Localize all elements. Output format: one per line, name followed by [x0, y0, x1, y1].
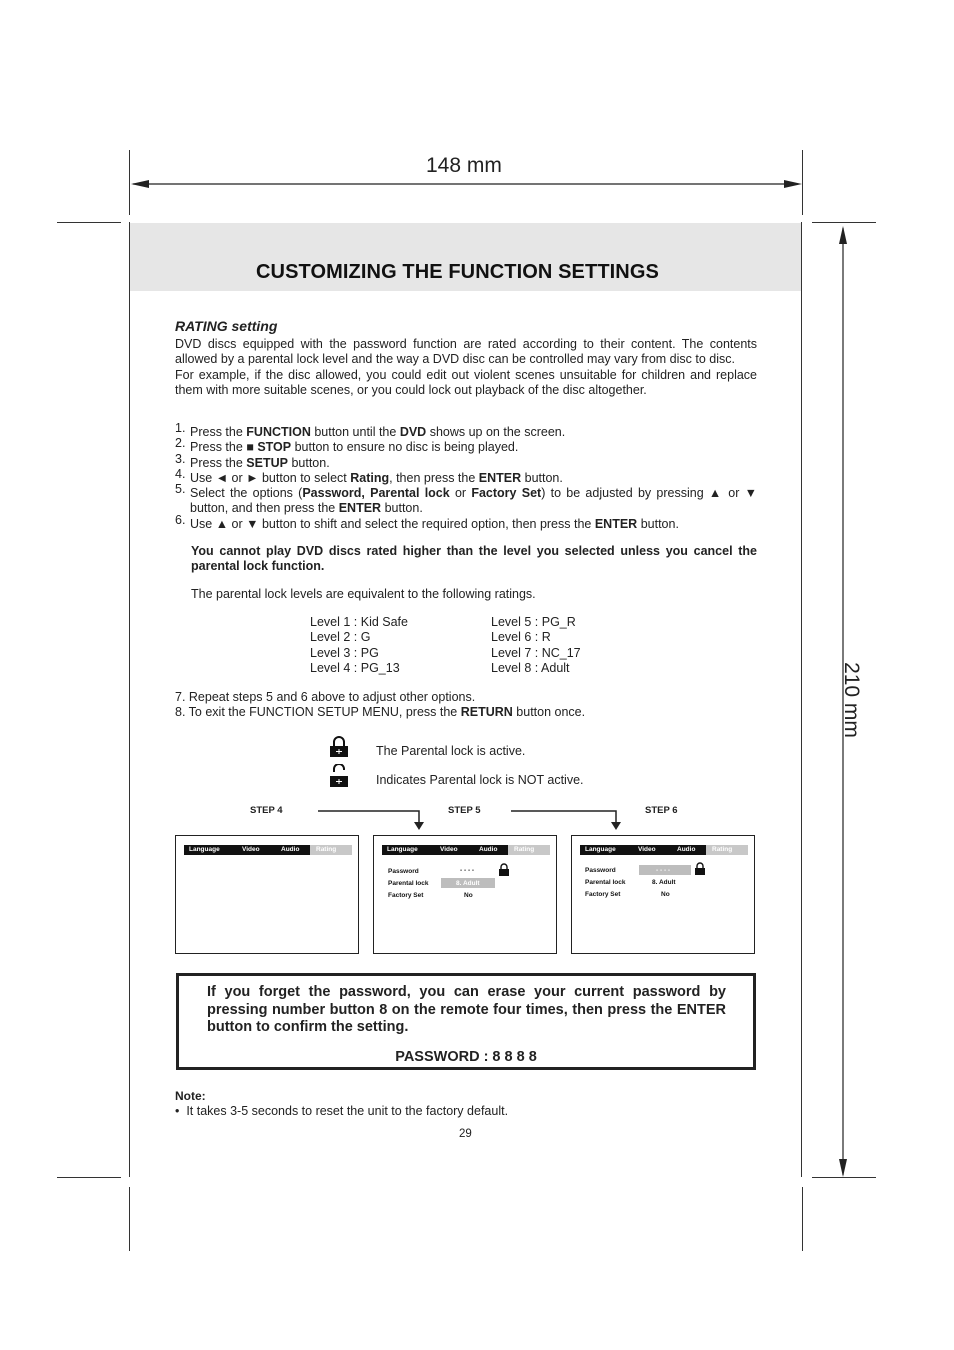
step-text: button until the [310, 425, 400, 439]
step-keyword: FUNCTION [246, 425, 311, 439]
step-8 [175, 705, 585, 720]
tab-language: Language [387, 846, 418, 853]
step-text: button. [521, 470, 563, 485]
factory-set-value: No [661, 891, 670, 898]
step-6-label: STEP 6 [645, 805, 678, 816]
password-reset-notice [176, 973, 756, 1070]
tab-rating: Rating [310, 845, 352, 855]
step-keyword: Password, Parental lock [302, 486, 450, 501]
step-text: button. [381, 501, 423, 516]
step-7: 7. Repeat steps 5 and 6 above to adjust other options. [175, 690, 476, 704]
step-keyword: Factory Set [471, 486, 542, 501]
step-4-screen [175, 835, 359, 954]
step-text: button. [637, 516, 679, 531]
level-item: Level 4 : PG_13 [310, 660, 400, 675]
crop-mark [812, 222, 876, 223]
equivalence-text: The parental lock levels are equivalent to the following ratings. [191, 587, 536, 601]
step-number: 4. [175, 466, 186, 481]
tab-language: Language [189, 846, 220, 853]
step-6-screen [571, 835, 755, 954]
tab-audio: Audio [479, 846, 498, 853]
parental-lock-value: 8. Adult [456, 880, 480, 887]
intro-paragraph: For example, if the disc allowed, you could edit out violent scenes unsuitable for children and replace them with more suitable scenes, or you could lock out playback of the disc altogether. [175, 367, 757, 397]
step-item [175, 482, 758, 517]
step-text: or [449, 486, 472, 501]
page-number: 29 [459, 1128, 472, 1140]
step-item [175, 512, 757, 532]
step-text: , then press the [389, 470, 479, 485]
tab-language: Language [585, 846, 616, 853]
step-text: Press the [190, 425, 247, 439]
step-number: 2. [175, 436, 186, 451]
option-factory-set: Factory Set [585, 891, 621, 898]
lock-active-text: The Parental lock is active. [376, 744, 526, 758]
step-8-text: 8. To exit the FUNCTION SETUP MENU, press the [175, 705, 461, 720]
intro-paragraph: DVD discs equipped with the password function are rated according to their content. The contents allowed by a parental lock level and the way a DVD disc can be controlled may vary from disc to disc. [175, 337, 757, 367]
page-title: CUSTOMIZING THE FUNCTION SETTINGS [256, 261, 659, 283]
menu-bar [184, 845, 352, 855]
step-number: 3. [175, 451, 186, 466]
level-item: Level 8 : Adult [491, 660, 570, 675]
warning-text: You cannot play DVD discs rated higher than the level you selected unless you cancel the parental lock function. [191, 544, 757, 574]
parental-lock-value: 8. Adult [652, 879, 676, 886]
step-keyword: ENTER [594, 516, 638, 531]
level-item: Level 6 : R [491, 630, 551, 645]
step-8-key: RETURN [460, 705, 513, 720]
crop-mark [802, 1187, 803, 1251]
step-number: 6. [175, 512, 186, 527]
factory-set-value: No [464, 892, 473, 899]
note-text: It takes 3-5 seconds to reset the unit to the factory default. [186, 1104, 509, 1118]
option-password: Password [585, 867, 616, 874]
step-keyword: ENTER [338, 501, 382, 516]
step-text: Press the [190, 455, 247, 470]
step-8-text: button once. [512, 705, 586, 720]
step-keyword: SETUP [246, 455, 288, 470]
step-4-label: STEP 4 [250, 805, 283, 816]
tab-video: Video [242, 846, 260, 853]
tab-video: Video [638, 846, 656, 853]
intro-text [175, 337, 757, 398]
tab-rating: Rating [706, 845, 748, 855]
tab-audio: Audio [281, 846, 300, 853]
step-text: ) to be adjusted by pressing ▲ or ▼ button, and then press the [190, 486, 758, 516]
steps-list [175, 421, 758, 532]
notice-text: If you forget the password, you can erase your current password by pressing number button 8 on the remote four times, then press the ENTER button to confirm the setting. [207, 984, 726, 1035]
level-item: Level 7 : NC_17 [491, 645, 581, 660]
step-number: 1. [175, 421, 186, 435]
crop-mark [57, 222, 121, 223]
note-item [175, 1104, 508, 1119]
lock-closed-icon [498, 863, 510, 877]
step-number: 5. [175, 482, 186, 497]
menu-bar [580, 845, 748, 855]
step-item [175, 421, 757, 440]
final-steps [175, 690, 585, 721]
step-keyword: ENTER [478, 470, 522, 485]
level-item: Level 2 : G [310, 630, 371, 645]
level-item: Level 3 : PG [310, 645, 379, 660]
levels-left [310, 615, 408, 676]
option-parental-lock: Parental lock [585, 879, 626, 886]
step-text: shows up on the screen. [426, 425, 566, 439]
lock-open-icon [329, 764, 349, 788]
step-keyword: DVD [399, 425, 427, 439]
tab-rating: Rating [508, 845, 550, 855]
step-text: Use ▲ or ▼ button to shift and select the required option, then press the [190, 516, 595, 531]
tab-video: Video [440, 846, 458, 853]
step-text: Press the ■ [190, 440, 258, 455]
step-text: Use ◄ or ► button to select [190, 470, 351, 485]
option-parental-lock: Parental lock [388, 880, 429, 887]
section-title: RATING setting [175, 318, 278, 334]
note-title: Note: [175, 1089, 206, 1103]
step-text: button to ensure no disc is being played. [291, 440, 519, 455]
height-dimension-label: 210 mm [840, 662, 863, 738]
level-item: Level 5 : PG_R [491, 615, 576, 629]
lock-closed-icon [694, 862, 706, 876]
levels-right [491, 615, 581, 676]
step-item [175, 451, 757, 471]
step-text: button. [287, 455, 330, 470]
password-value: - - - - [656, 867, 671, 874]
crop-mark [129, 1187, 130, 1251]
crop-mark [57, 1177, 121, 1178]
tab-audio: Audio [677, 846, 696, 853]
width-dimension-arrow [129, 176, 804, 192]
step-5-label: STEP 5 [448, 805, 481, 816]
option-password: Password [388, 868, 419, 875]
step-keyword: STOP [257, 440, 292, 455]
bullet-icon: • [175, 1104, 187, 1118]
step-text: Select the options ( [190, 486, 303, 501]
step-item [175, 466, 757, 486]
width-dimension-label: 148 mm [426, 154, 502, 177]
option-factory-set: Factory Set [388, 892, 424, 899]
step-item [175, 436, 757, 455]
default-password: PASSWORD : 8 8 8 8 [395, 1049, 537, 1065]
step-5-screen [373, 835, 557, 954]
step-keyword: Rating [350, 470, 390, 485]
password-value: - - - - [460, 867, 475, 874]
lock-closed-icon [329, 736, 349, 758]
lock-inactive-text: Indicates Parental lock is NOT active. [376, 773, 584, 787]
level-item: Level 1 : Kid Safe [310, 615, 408, 629]
menu-bar [382, 845, 550, 855]
flow-arrows [316, 804, 626, 832]
